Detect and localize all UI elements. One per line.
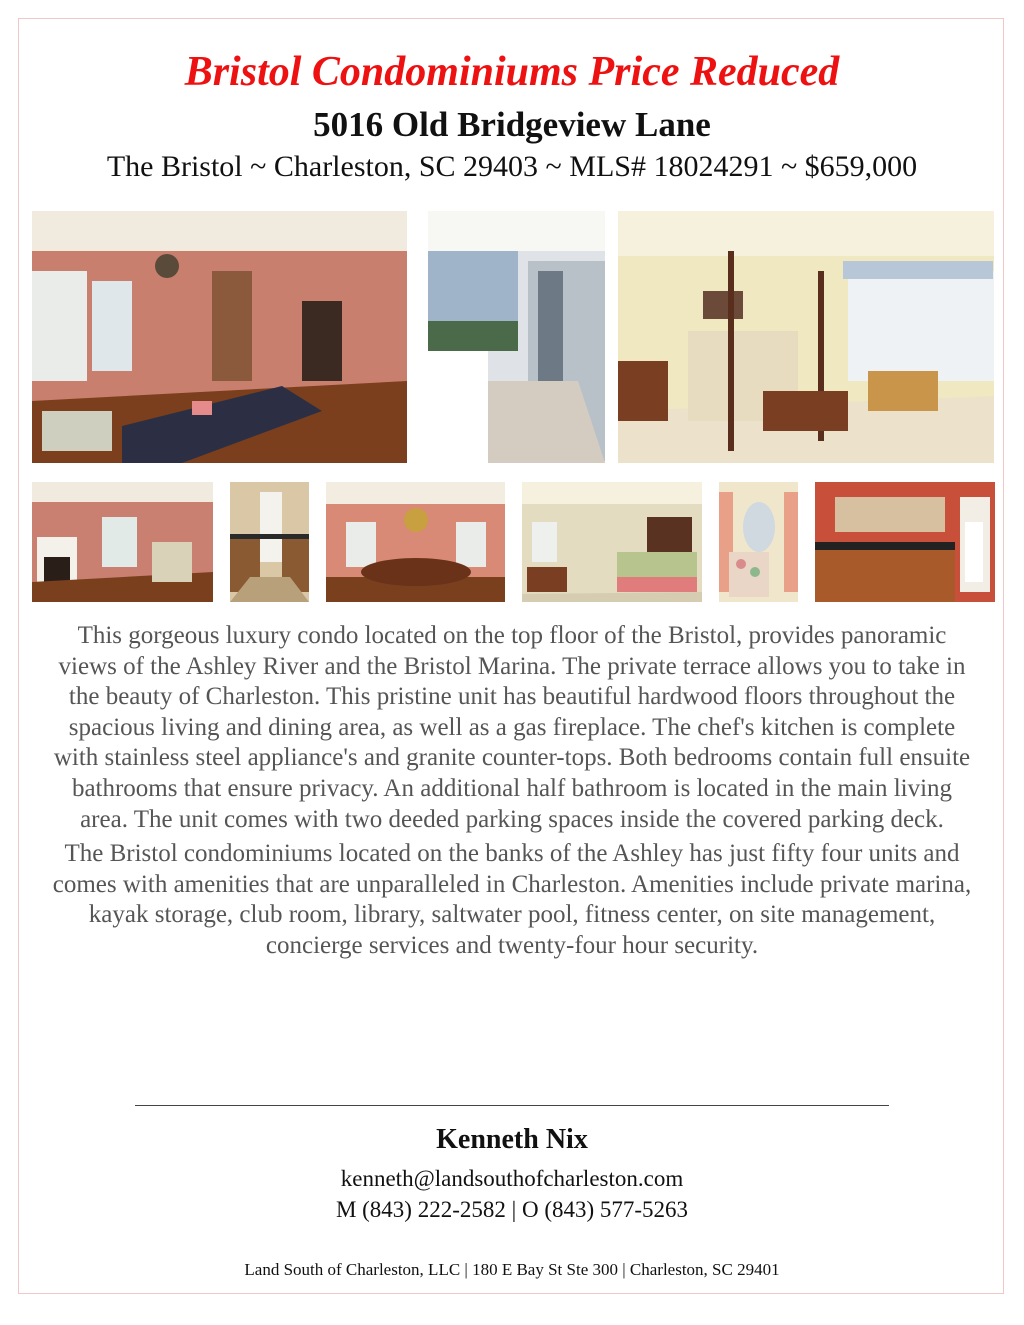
description-paragraph: This gorgeous luxury condo located on the top floor of the Bristol, provides panoramic views of the Ashley River and the Bristol Marina. The private terrace allows you to take in the beauty of Charleston. This pristine unit has beautiful hardwood floors throughout the spacious living and dining area, as well as a gas fireplace. The chef's kitchen is complete with stainless steel appliance's and granite counter-tops. Both bedrooms contain full ensuite bathrooms that ensure privacy. An additional half bathroom is located in the main living area. The unit comes with two deeded parking spaces inside the covered parking deck. xyxy=(53,622,971,833)
agent-name: Kenneth Nix xyxy=(436,1124,588,1155)
bathroom-photo xyxy=(815,482,995,602)
property-address: 5016 Old Bridgeview Lane xyxy=(313,105,711,144)
headline: Bristol Condominiums Price Reduced xyxy=(184,49,840,95)
listing-subline: The Bristol ~ Charleston, SC 29403 ~ MLS# 18024291 ~ $659,000 xyxy=(106,150,918,183)
second-bedroom-photo xyxy=(522,482,702,602)
property-description xyxy=(50,621,974,966)
master-bedroom-photo xyxy=(618,211,994,463)
living-room-fireplace-photo xyxy=(32,482,213,602)
agent-email[interactable]: kenneth@landsouthofcharleston.com xyxy=(340,1166,684,1191)
divider xyxy=(135,1105,889,1106)
sitting-area-photo xyxy=(719,482,798,602)
agent-phones: M (843) 222-2582 | O (843) 577-5263 xyxy=(335,1197,689,1222)
living-room-photo xyxy=(32,211,407,463)
kitchen-photo xyxy=(230,482,309,602)
amenities-paragraph: The Bristol condominiums located on the banks of the Ashley has just fifty four units and comes with amenities that are unparalleled in Charleston. Amenities include private marina, kayak storage, club room, library, saltwater pool, fitness center, on site management, concierge services and twenty-four hour security. xyxy=(52,840,972,959)
dining-room-photo xyxy=(326,482,505,602)
company-footer: Land South of Charleston, LLC | 180 E Bay St Ste 300 | Charleston, SC 29401 xyxy=(244,1260,780,1279)
terrace-photo xyxy=(428,211,605,463)
